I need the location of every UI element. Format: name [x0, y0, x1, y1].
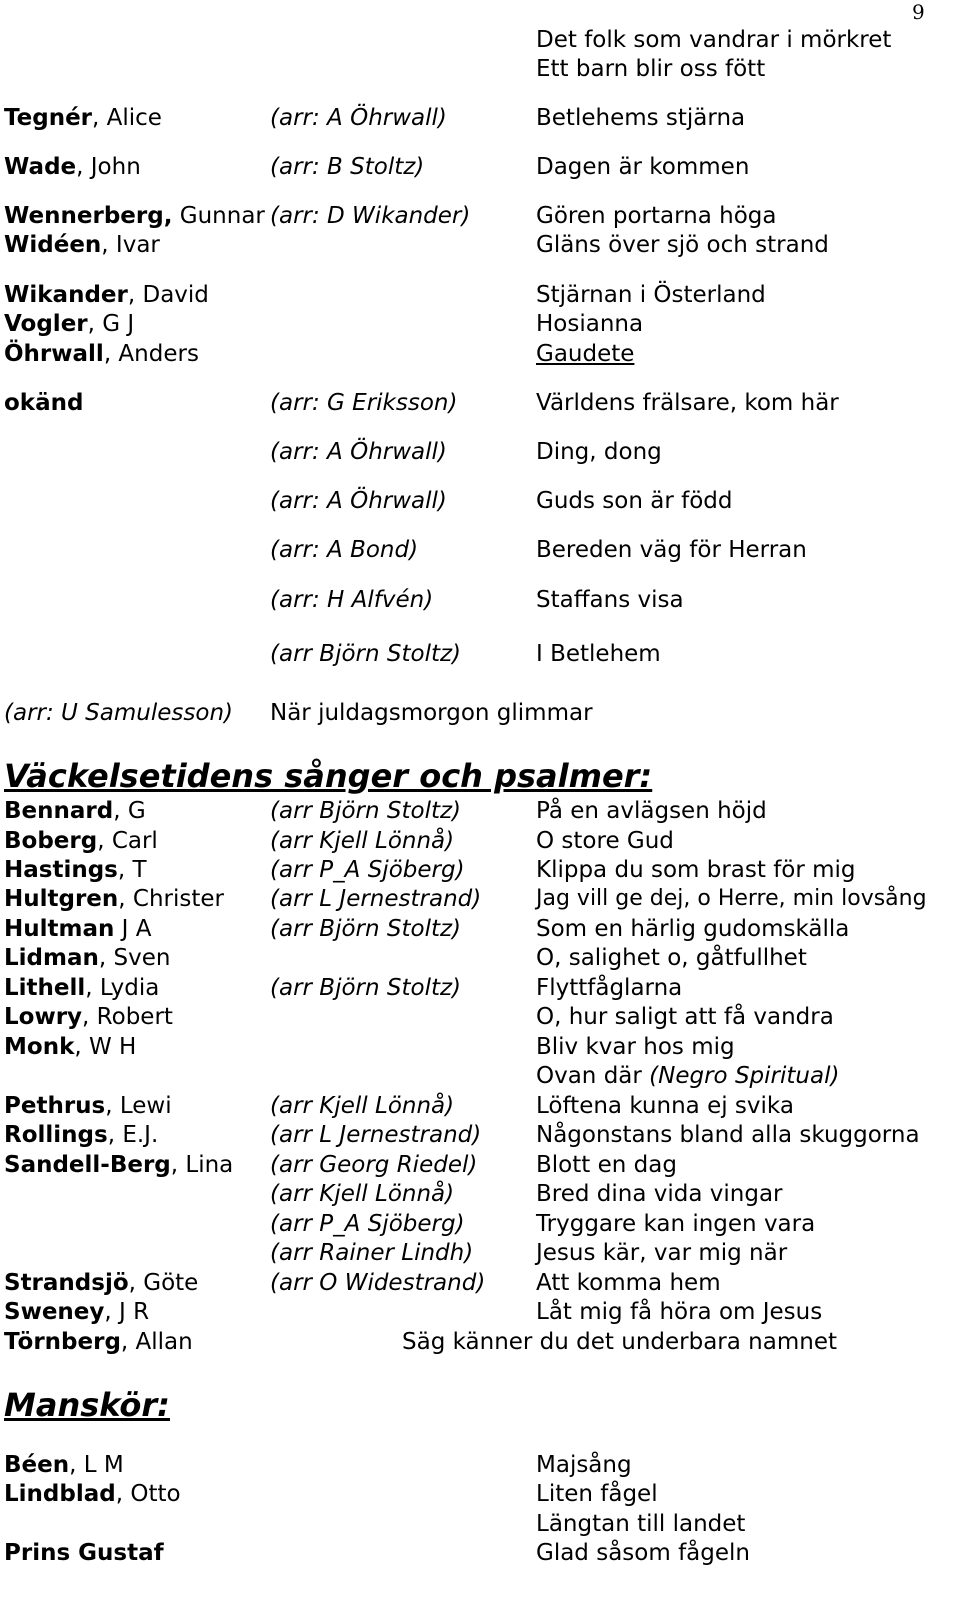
song-title: Klippa du som brast för mig	[536, 857, 856, 883]
composer-name: Wikander, David	[4, 282, 209, 308]
arranger: (arr Kjell Lönnå)	[270, 1181, 455, 1207]
composer-name: Rollings, E.J.	[4, 1122, 159, 1148]
composer-name: Törnberg, Allan	[4, 1329, 193, 1355]
section-heading: Väckelsetidens sånger och psalmer:	[4, 757, 653, 795]
arranger: (arr: A Bond)	[270, 537, 419, 563]
composer-name: Widéen, Ivar	[4, 232, 160, 258]
arranger: (arr Georg Riedel)	[270, 1152, 478, 1178]
song-title: Det folk som vandrar i mörkret	[536, 27, 892, 53]
composer-name: Lindblad, Otto	[4, 1481, 181, 1507]
song-title: Stjärnan i Österland	[536, 282, 766, 308]
song-title: O, hur saligt att få vandra	[536, 1004, 834, 1030]
arranger: (arr Björn Stoltz)	[270, 975, 462, 1001]
song-title: Gören portarna höga	[536, 203, 777, 229]
composer-name: Wennerberg, Gunnar	[4, 203, 265, 229]
song-title: Staffans visa	[536, 587, 684, 613]
composer-name: Hultman J A	[4, 916, 152, 942]
arranger: (arr: B Stoltz)	[270, 154, 425, 180]
arranger: (arr: G Eriksson)	[270, 390, 458, 416]
song-title: Blott en dag	[536, 1152, 677, 1178]
song-title: Hosianna	[536, 311, 644, 337]
composer-name: Strandsjö, Göte	[4, 1270, 199, 1296]
song-title: Majsång	[536, 1452, 632, 1478]
arranger: (arr Rainer Lindh)	[270, 1240, 474, 1266]
arranger: (arr: A Öhrwall)	[270, 439, 447, 465]
composer-name: Sweney, J R	[4, 1299, 150, 1325]
song-title: Ding, dong	[536, 439, 662, 465]
song-title: Någonstans bland alla skuggorna	[536, 1122, 920, 1148]
song-title: Bliv kvar hos mig	[536, 1034, 735, 1060]
song-title: Som en härlig gudomskälla	[536, 916, 850, 942]
arranger: (arr Björn Stoltz)	[270, 798, 462, 824]
arranger: (arr Kjell Lönnå)	[270, 1093, 455, 1119]
composer-name: Monk, W H	[4, 1034, 137, 1060]
song-title: Jesus kär, var mig när	[536, 1240, 788, 1266]
arranger: (arr P_A Sjöberg)	[270, 1211, 465, 1237]
composer-name: okänd	[4, 390, 84, 416]
arranger: (arr: A Öhrwall)	[270, 488, 447, 514]
song-title: Glad såsom fågeln	[536, 1540, 750, 1566]
song-title: Tryggare kan ingen vara	[536, 1211, 816, 1237]
song-title: Guds son är född	[536, 488, 733, 514]
song-title: Att komma hem	[536, 1270, 721, 1296]
song-title: Bred dina vida vingar	[536, 1181, 783, 1207]
composer-name: Boberg, Carl	[4, 828, 158, 854]
composer-name: Hultgren, Christer	[4, 886, 224, 912]
page-number: 9	[912, 0, 925, 24]
composer-name: Wade, John	[4, 154, 141, 180]
composer-name: Sandell-Berg, Lina	[4, 1152, 234, 1178]
composer-name: Lidman, Sven	[4, 945, 171, 971]
arranger: (arr: U Samulesson)	[4, 700, 233, 726]
arranger: (arr O Widestrand)	[270, 1270, 486, 1296]
song-title: Längtan till landet	[536, 1511, 746, 1537]
song-title: O, salighet o, gåtfullhet	[536, 945, 807, 971]
arranger: (arr: D Wikander)	[270, 203, 471, 229]
composer-name: Vogler, G J	[4, 311, 135, 337]
song-title: Bereden väg för Herran	[536, 537, 807, 563]
song-title: I Betlehem	[536, 641, 661, 667]
composer-name: Lowry, Robert	[4, 1004, 173, 1030]
song-title: Flyttfåglarna	[536, 975, 683, 1001]
song-title: Jag vill ge dej, o Herre, min lovsång	[536, 886, 927, 911]
arranger: (arr Kjell Lönnå)	[270, 828, 455, 854]
song-title: När juldagsmorgon glimmar	[270, 700, 593, 726]
song-title: Liten fågel	[536, 1481, 658, 1507]
arranger: (arr P_A Sjöberg)	[270, 857, 465, 883]
song-title: Ett barn blir oss fött	[536, 56, 766, 82]
song-title: O store Gud	[536, 828, 674, 854]
composer-name: Öhrwall, Anders	[4, 341, 199, 367]
song-title: Gaudete	[536, 341, 635, 367]
composer-name: Béen, L M	[4, 1452, 124, 1478]
arranger: (arr L Jernestrand)	[270, 886, 482, 912]
song-title: Låt mig få höra om Jesus	[536, 1299, 823, 1325]
arranger: (arr: A Öhrwall)	[270, 105, 447, 131]
song-title: Säg känner du det underbara namnet	[402, 1329, 837, 1355]
song-title: Betlehems stjärna	[536, 105, 746, 131]
composer-name: Bennard, G	[4, 798, 146, 824]
song-title: Dagen är kommen	[536, 154, 750, 180]
song-title: På en avlägsen höjd	[536, 798, 767, 824]
arranger: (arr L Jernestrand)	[270, 1122, 482, 1148]
song-title: Världens frälsare, kom här	[536, 390, 839, 416]
composer-name: Lithell, Lydia	[4, 975, 160, 1001]
section-heading: Manskör:	[4, 1386, 170, 1424]
song-title: Gläns över sjö och strand	[536, 232, 829, 258]
song-title: Löftena kunna ej svika	[536, 1093, 794, 1119]
song-title: Ovan där (Negro Spiritual)	[536, 1063, 840, 1089]
arranger: (arr: H Alfvén)	[270, 587, 434, 613]
composer-name: Pethrus, Lewi	[4, 1093, 172, 1119]
composer-name: Prins Gustaf	[4, 1540, 164, 1566]
composer-name: Tegnér, Alice	[4, 105, 162, 131]
arranger: (arr Björn Stoltz)	[270, 916, 462, 942]
arranger: (arr Björn Stoltz)	[270, 641, 462, 667]
composer-name: Hastings, T	[4, 857, 147, 883]
